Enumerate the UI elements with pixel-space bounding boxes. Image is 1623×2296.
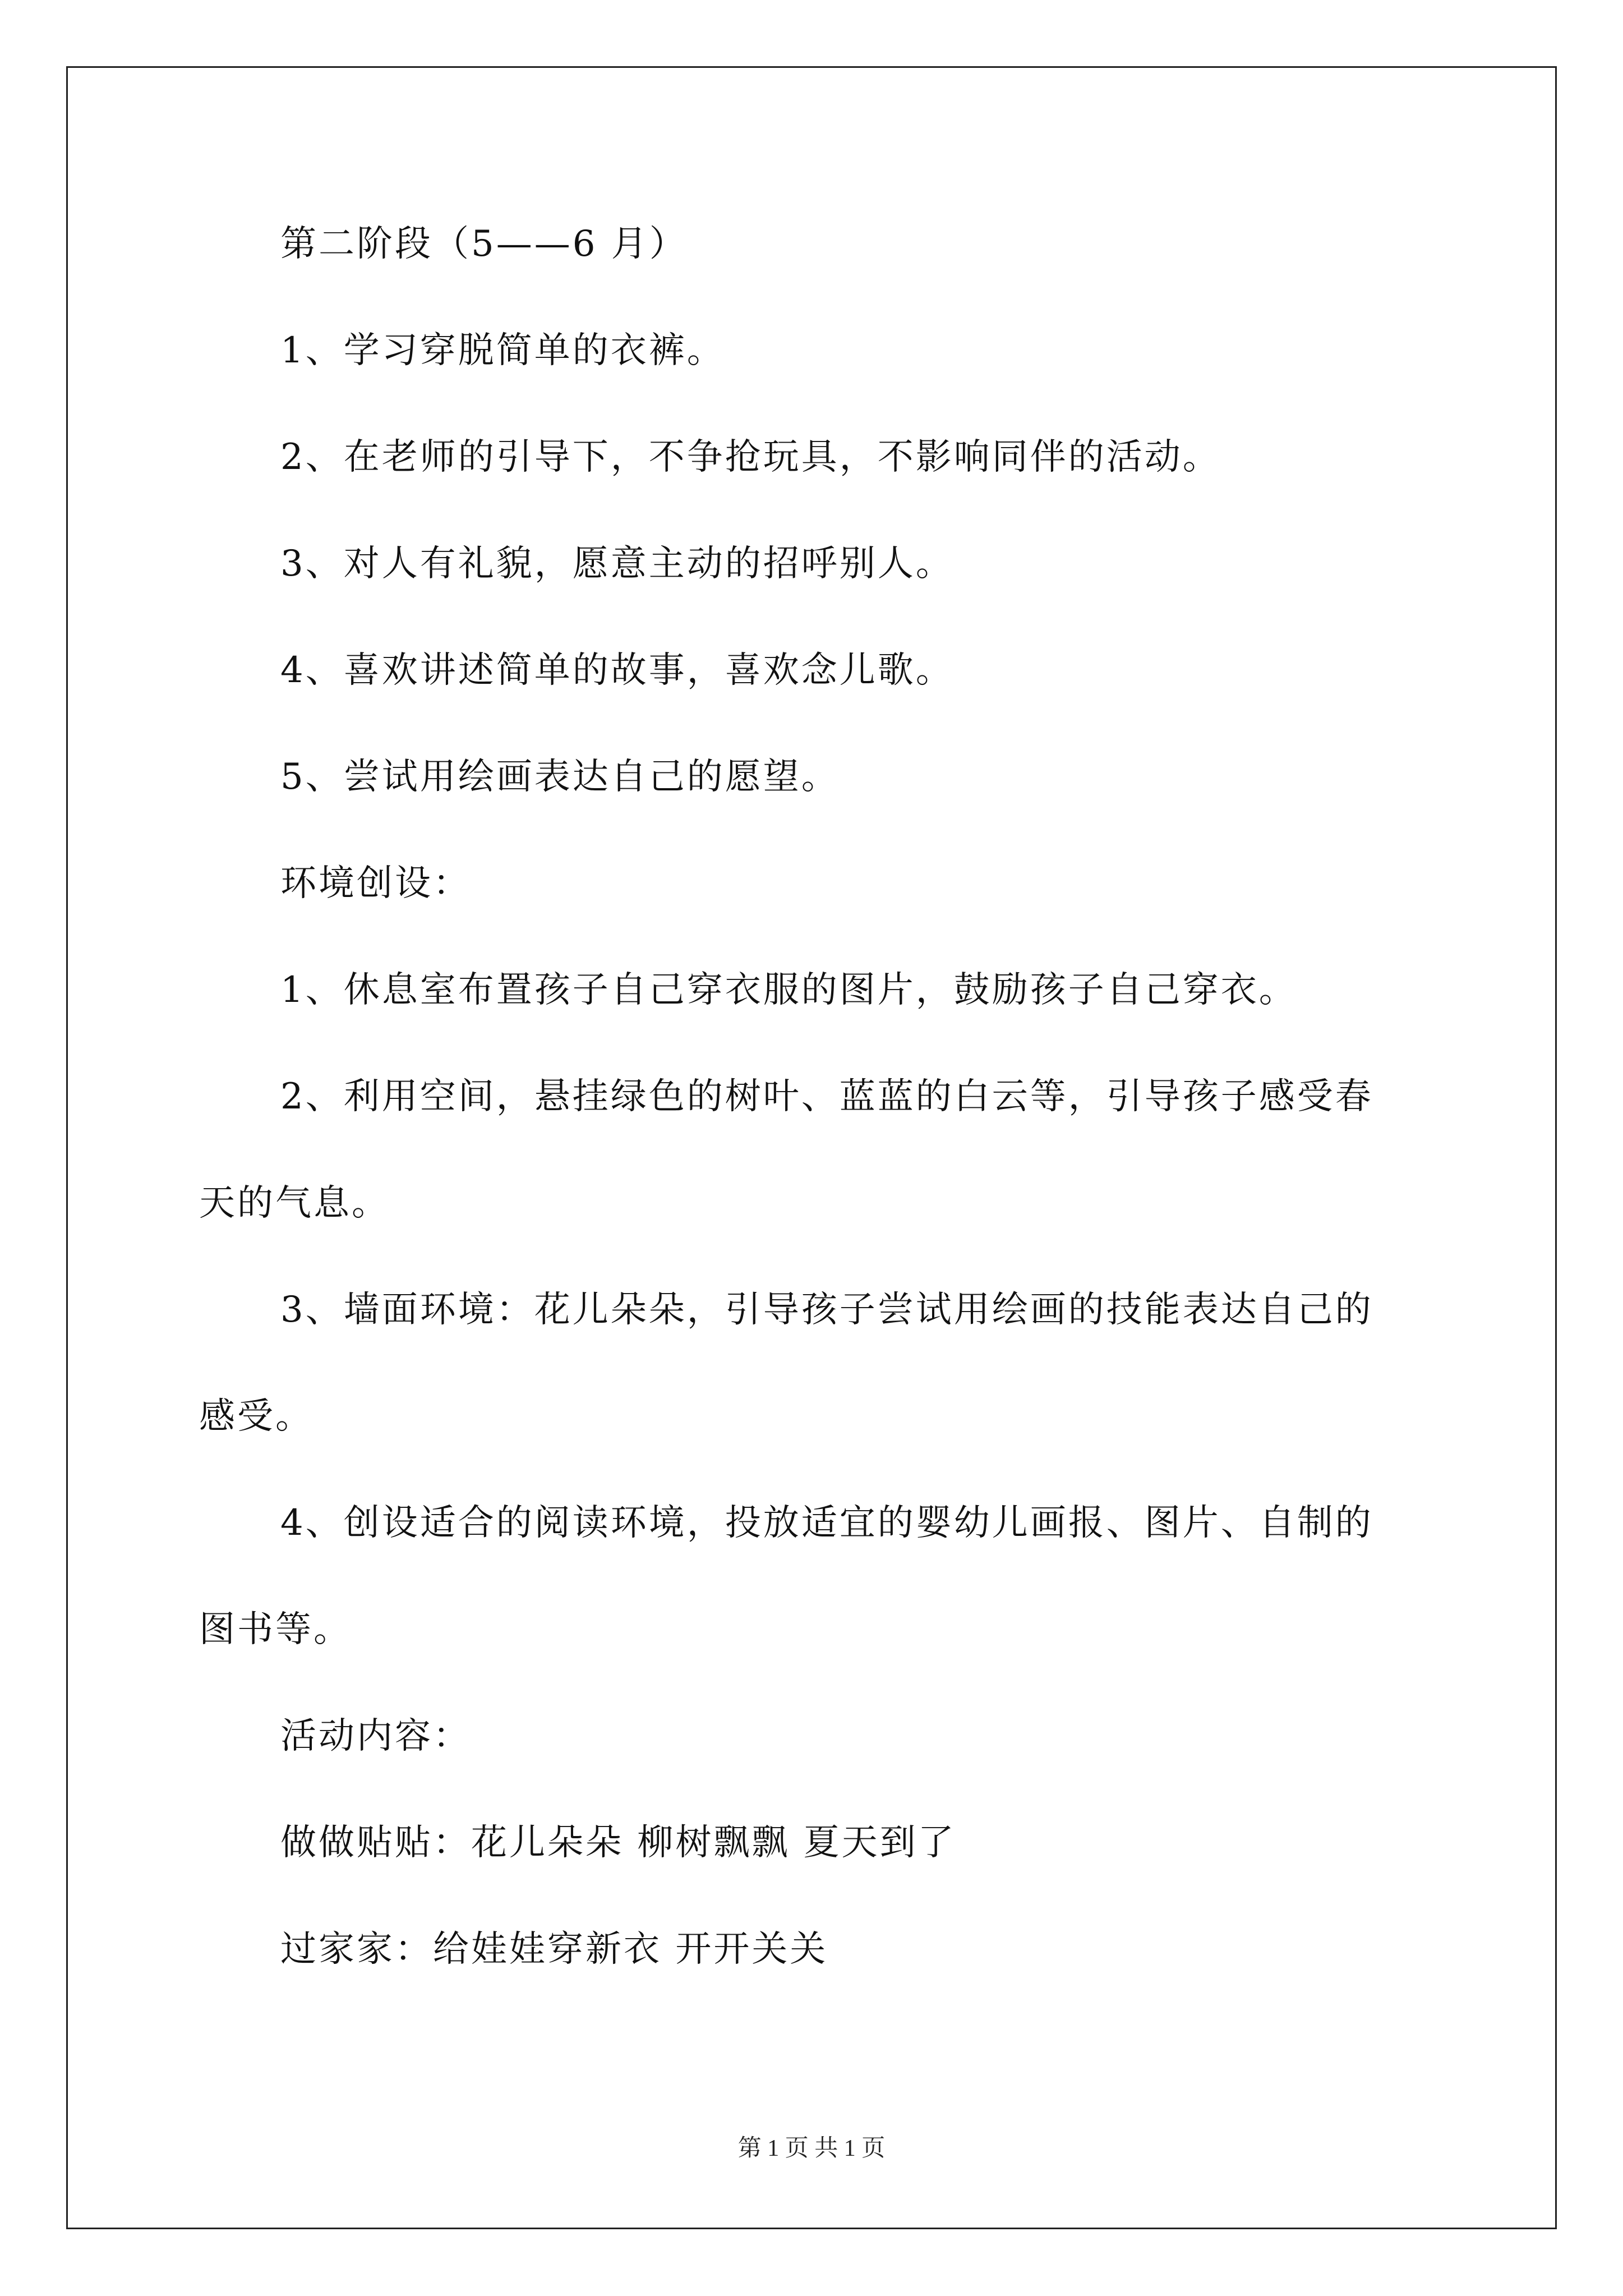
subsection-heading: 环境创设： [280, 863, 471, 904]
paragraph-first-line: 2、利用空间，悬挂绿色的树叶、蓝蓝的白云等，引导孩子感受春 [280, 1076, 1373, 1117]
paragraph [199, 1290, 1433, 1436]
paragraph [199, 1503, 1433, 1649]
text-line: 3、对人有礼貌，愿意主动的招呼别人。 [280, 543, 954, 585]
text-line: 1、学习穿脱简单的衣裤。 [280, 330, 725, 371]
paragraph-continuation: 图书等。 [199, 1609, 352, 1650]
section-heading: 第二阶段（5——6 月） [280, 223, 688, 265]
text-line: 过家家：给娃娃穿新衣 开开关关 [280, 1929, 828, 1970]
paragraph-first-line: 4、创设适合的阅读环境，投放适宜的婴幼儿画报、图片、自制的 [280, 1502, 1373, 1544]
text-line: 5、尝试用绘画表达自己的愿望。 [280, 756, 840, 798]
paragraph-first-line: 3、墙面环境：花儿朵朵，引导孩子尝试用绘画的技能表达自己的 [280, 1289, 1373, 1331]
document-body [199, 224, 1433, 2036]
text-line: 4、喜欢讲述简单的故事，喜欢念儿歌。 [280, 650, 954, 691]
text-line: 1、休息室布置孩子自己穿衣服的图片，鼓励孩子自己穿衣。 [280, 969, 1297, 1011]
paragraph-continuation: 感受。 [199, 1396, 313, 1437]
text-line: 做做贴贴：花儿朵朵 柳树飘飘 夏天到了 [280, 1822, 956, 1864]
paragraph-continuation: 天的气息。 [199, 1182, 390, 1224]
paragraph [199, 1077, 1433, 1223]
text-line: 2、在老师的引导下，不争抢玩具，不影响同伴的活动。 [280, 436, 1221, 478]
subsection-heading: 活动内容： [280, 1715, 471, 1757]
page-number-footer: 第 1 页 共 1 页 [737, 2136, 886, 2161]
